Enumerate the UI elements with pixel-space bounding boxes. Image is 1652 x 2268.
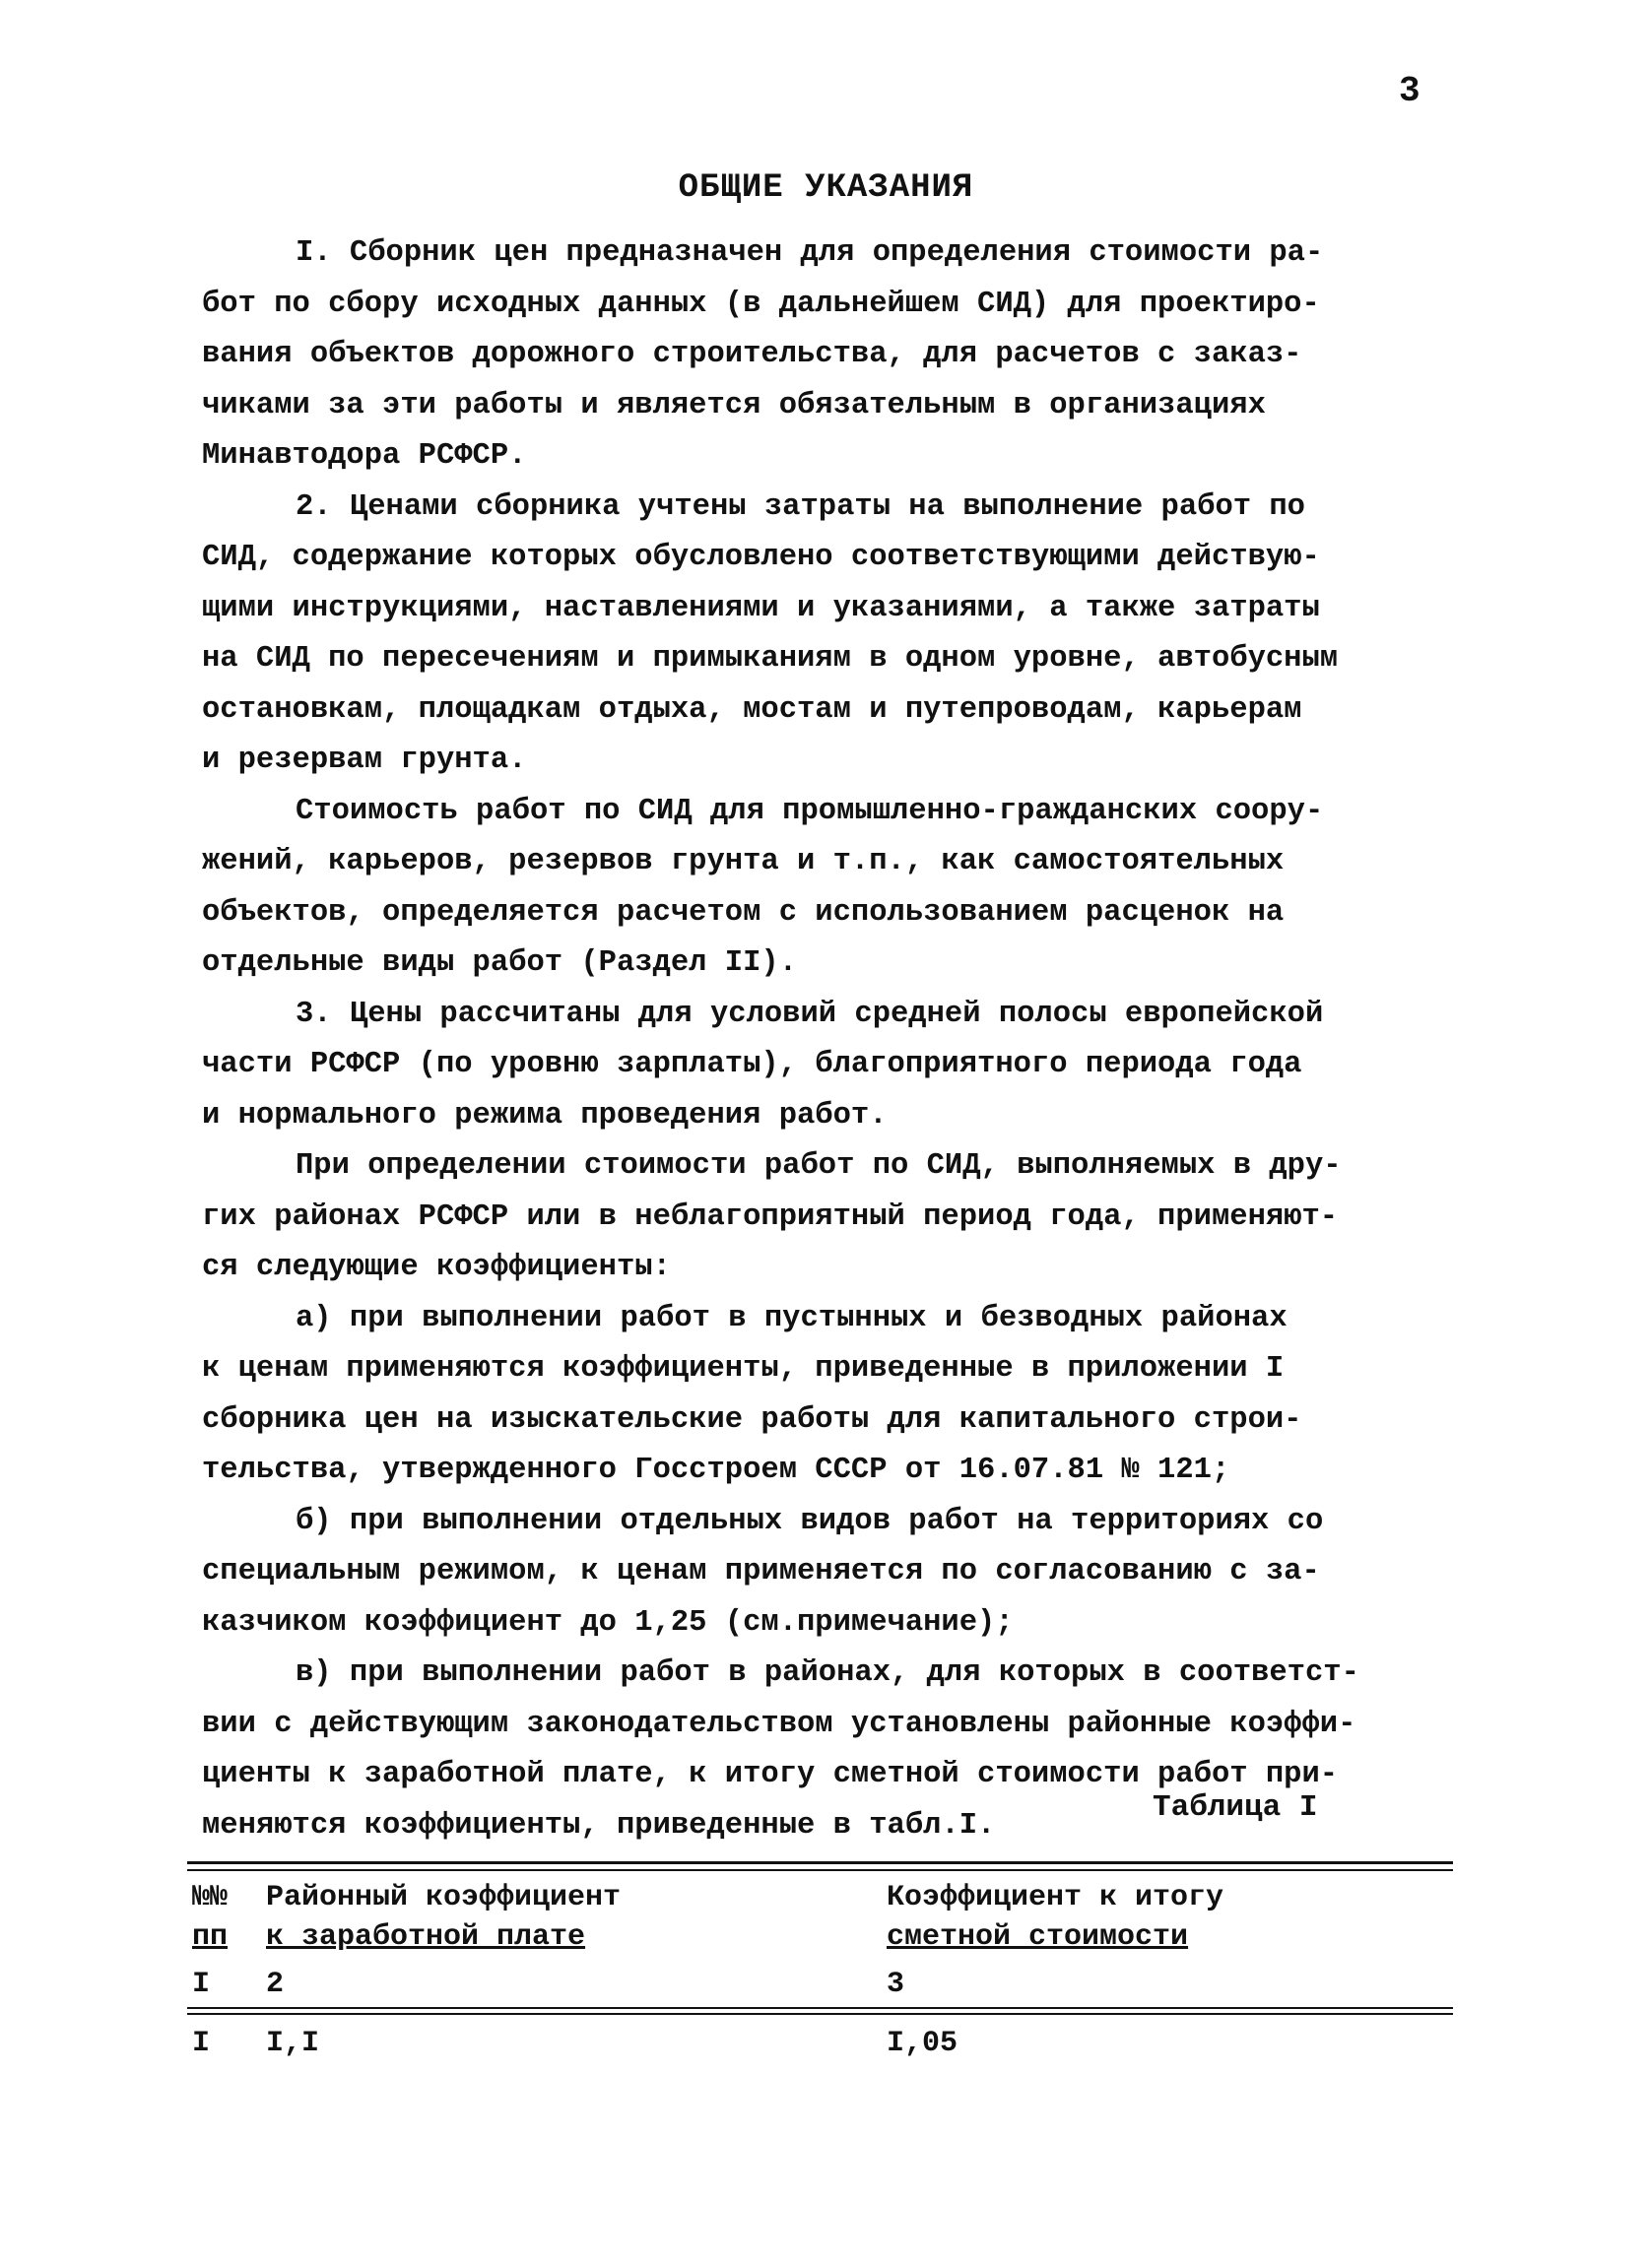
text-line: отдельные виды работ (Раздел II). bbox=[202, 946, 797, 980]
text-line: щими инструкциями, наставлениями и указаниями, а также затраты bbox=[202, 591, 1320, 625]
table-col-number-2: 2 bbox=[266, 1968, 285, 2001]
text-line: объектов, определяется расчетом с использованием расценок на bbox=[202, 895, 1285, 930]
text-line: чиками за эти работы и является обязательным в организациях bbox=[202, 388, 1266, 422]
text-line: 3. Цены рассчитаны для условий средней полосы европейской bbox=[296, 997, 1324, 1031]
table-top-rule bbox=[187, 1861, 1453, 1864]
table-numbering-rule-2 bbox=[187, 2013, 1453, 2015]
table-header-coefficient-2: сметной стоимости bbox=[887, 1920, 1189, 1954]
text-line: СИД, содержание которых обусловлено соответствующими действую- bbox=[202, 541, 1320, 574]
text-line: на СИД по пересечениям и примыканиям в одном уровне, автобусным bbox=[202, 642, 1339, 676]
text-line: казчиком коэффициент до 1,25 (см.примечание); bbox=[202, 1605, 1014, 1640]
text-line: и нормального режима проведения работ. bbox=[202, 1098, 888, 1133]
table-row-number: I bbox=[192, 2027, 211, 2060]
page-number: 3 bbox=[1399, 71, 1421, 111]
table-caption: Таблица I bbox=[1153, 1790, 1318, 1825]
text-line: тельства, утвержденного Госстроем СССР от 16.07.81 № 121; bbox=[202, 1454, 1230, 1487]
text-line: 2. Ценами сборника учтены затраты на выполнение работ по bbox=[296, 489, 1305, 524]
text-line: гих районах РСФСР или в неблагоприятный период года, применяют- bbox=[202, 1199, 1339, 1234]
text-line: специальным режимом, к ценам применяется по согласованию с за- bbox=[202, 1555, 1320, 1588]
text-line: в) при выполнении работ в районах, для которых в соответст- bbox=[296, 1656, 1359, 1690]
text-line: I. Сборник цен предназначен для определения стоимости ра- bbox=[296, 236, 1324, 270]
text-line: части РСФСР (по уровню зарплаты), благоприятного периода года bbox=[202, 1048, 1302, 1081]
text-line: циенты к заработной плате, к итогу сметной стоимости работ при- bbox=[202, 1758, 1339, 1791]
table-header-number-2: пп bbox=[192, 1920, 229, 1954]
text-line: меняются коэффициенты, приведенные в табл.I. bbox=[202, 1808, 996, 1843]
body-text bbox=[202, 228, 1473, 1851]
text-line: Стоимость работ по СИД для промышленно-гражданских соору- bbox=[296, 794, 1324, 828]
table-row-regional: I,I bbox=[266, 2027, 320, 2060]
text-line: жений, карьеров, резервов грунта и т.п., как самостоятельных bbox=[202, 845, 1285, 878]
table-col-number-1: I bbox=[192, 1968, 211, 2001]
table-header-coefficient: Коэффициент к итогу bbox=[887, 1881, 1224, 1914]
text-line: Минавтодора РСФСР. bbox=[202, 439, 527, 473]
text-line: При определении стоимости работ по СИД, выполняемых в дру- bbox=[296, 1149, 1342, 1183]
text-line: сборника цен на изыскательские работы для капитального строи- bbox=[202, 1402, 1302, 1437]
text-line: к ценам применяются коэффициенты, приведенные в приложении I bbox=[202, 1352, 1285, 1386]
table-row-coefficient: I,05 bbox=[887, 2027, 958, 2060]
table-header-regional: Районный коэффициент bbox=[266, 1881, 622, 1914]
text-line: вии с действующим законодательством установлены районные коэффи- bbox=[202, 1707, 1356, 1741]
table-numbering-rule bbox=[187, 2007, 1453, 2009]
text-line: и резервам грунта. bbox=[202, 744, 527, 777]
page-title: ОБЩИЕ УКАЗАНИЯ bbox=[678, 169, 974, 207]
text-line: а) при выполнении работ в пустынных и безводных районах bbox=[296, 1301, 1288, 1335]
table-header-regional-2: к заработной плате bbox=[266, 1920, 586, 1954]
table-col-number-3: 3 bbox=[887, 1968, 905, 2001]
table-top-rule-inner bbox=[187, 1869, 1453, 1871]
text-line: остановкам, площадкам отдыха, мостам и путепроводам, карьерам bbox=[202, 692, 1302, 727]
text-line: вания объектов дорожного строительства, для расчетов с заказ- bbox=[202, 338, 1302, 371]
text-line: б) при выполнении отдельных видов работ на территориях со bbox=[296, 1504, 1324, 1538]
text-line: ся следующие коэффициенты: bbox=[202, 1251, 671, 1284]
text-line: бот по сбору исходных данных (в дальнейшем СИД) для проектиро- bbox=[202, 287, 1320, 321]
table-header-number: №№ bbox=[192, 1881, 229, 1914]
